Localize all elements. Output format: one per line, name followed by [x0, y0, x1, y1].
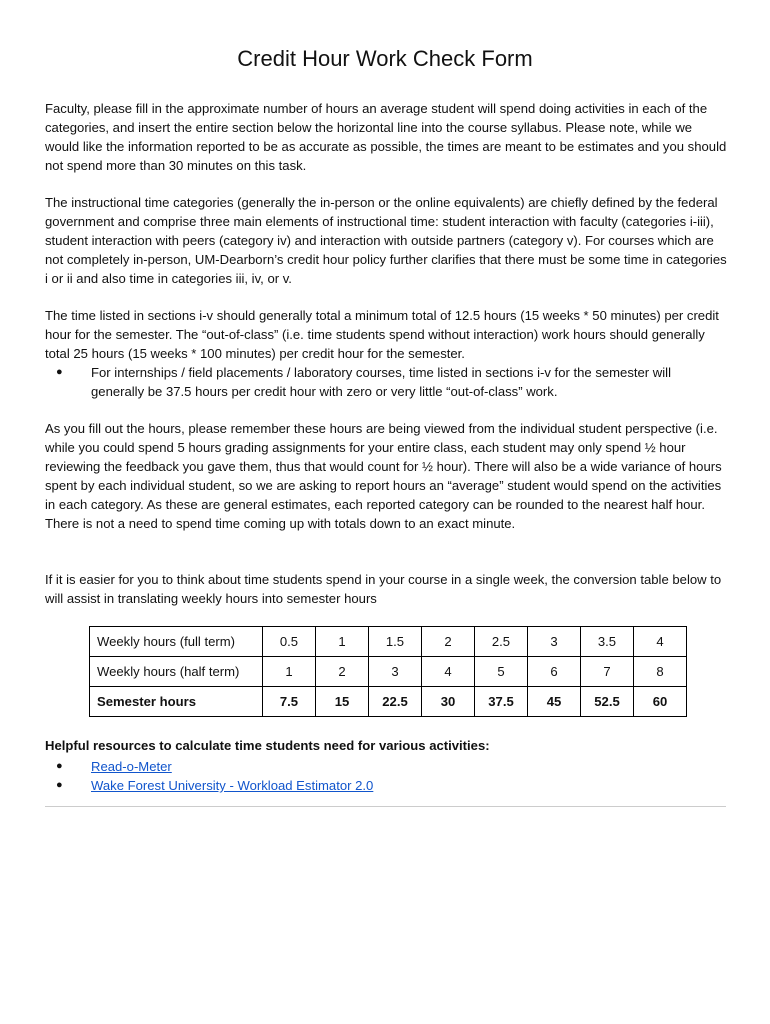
table-cell: 3.5 [581, 627, 634, 657]
table-cell: 6 [528, 657, 581, 687]
read-o-meter-link[interactable]: Read-o-Meter [91, 759, 172, 774]
table-cell: 2 [422, 627, 475, 657]
conversion-table [89, 626, 687, 717]
row-label: Weekly hours (half term) [90, 657, 263, 687]
table-cell: 7 [581, 657, 634, 687]
internship-bullet: ● For internships / field placements / laboratory courses, time listed in sections i-v for the semester will generally be 37.5 hours per credit hour with zero or very little “out-of-class” work. [45, 363, 727, 401]
list-item [45, 757, 373, 776]
table-cell: 1 [316, 627, 369, 657]
table-cell: 0.5 [263, 627, 316, 657]
resources-heading: Helpful resources to calculate time students need for various activities: [45, 738, 490, 753]
intro-paragraph: Faculty, please fill in the approximate number of hours an average student will spend doing activities in each of the categories, and insert the entire section below the horizontal line into the course syllabus. Please note, while we would like the information reported to be as accurate as possible, the times are meant to be estimates and you should not spend more than 30 minutes on this task. [45, 101, 727, 173]
table-cell: 60 [634, 687, 687, 717]
table-cell: 1 [263, 657, 316, 687]
student-perspective-paragraph: As you fill out the hours, please remember these hours are being viewed from the individual student perspective (i.e. while you could spend 5 hours grading assignments for your entire class, each student may only spend ½ hour reviewing the feedback you gave them, thus that would count for ½ hour). There will also be a wide variance of hours spent by each individual student, so we are asking to report hours an “average” student would spend on the activities in each category. As these are general estimates, each reported category can be rounded to the nearest half hour. There is not a need to spend time coming up with totals down to an exact minute. [45, 421, 722, 531]
instructional-categories-paragraph: The instructional time categories (generally the in-person or the online equivalents) are chiefly defined by the federal government and comprise three main elements of instructional time: student interaction with faculty (categories i-iii), student interaction with peers (category iv) and interaction with outside partners (category v). For courses which are not completely in-person, UM-Dearborn’s credit hour policy further clarifies that there must be some time in categories i or ii and also time in categories iii, iv, or v. [45, 195, 727, 286]
conversion-intro-paragraph: If it is easier for you to think about time students spend in your course in a single week, the conversion table below to will assist in translating weekly hours into semester hours [45, 572, 722, 606]
row-label: Semester hours [90, 687, 263, 717]
table-cell: 7.5 [263, 687, 316, 717]
table-cell: 15 [316, 687, 369, 717]
workload-estimator-link[interactable]: Wake Forest University - Workload Estimator 2.0 [91, 778, 374, 793]
table-cell: 1.5 [369, 627, 422, 657]
horizontal-divider [45, 806, 726, 807]
table-cell: 4 [422, 657, 475, 687]
table-cell: 30 [422, 687, 475, 717]
table-cell: 52.5 [581, 687, 634, 717]
table-cell: 5 [475, 657, 528, 687]
table-cell: 2.5 [475, 627, 528, 657]
table-row-semester [90, 687, 687, 717]
table-row-half-term [90, 657, 687, 687]
table-cell: 3 [528, 627, 581, 657]
table-cell: 4 [634, 627, 687, 657]
list-item [45, 776, 373, 795]
table-cell: 37.5 [475, 687, 528, 717]
table-cell: 22.5 [369, 687, 422, 717]
table-cell: 2 [316, 657, 369, 687]
internship-bullet-list [45, 363, 727, 401]
page-title: Credit Hour Work Check Form [237, 46, 533, 71]
table-row-full-term [90, 627, 687, 657]
time-totals-paragraph: The time listed in sections i-v should generally total a minimum total of 12.5 hours (15 weeks * 50 minutes) per credit hour for the semester. The “out-of-class” (i.e. time students spend without interaction) work hours should generally total 25 hours (15 weeks * 100 minutes) per credit hour for the semester. [45, 308, 719, 361]
resources-list [45, 757, 373, 795]
table-cell: 3 [369, 657, 422, 687]
table-cell: 8 [634, 657, 687, 687]
table-cell: 45 [528, 687, 581, 717]
row-label: Weekly hours (full term) [90, 627, 263, 657]
